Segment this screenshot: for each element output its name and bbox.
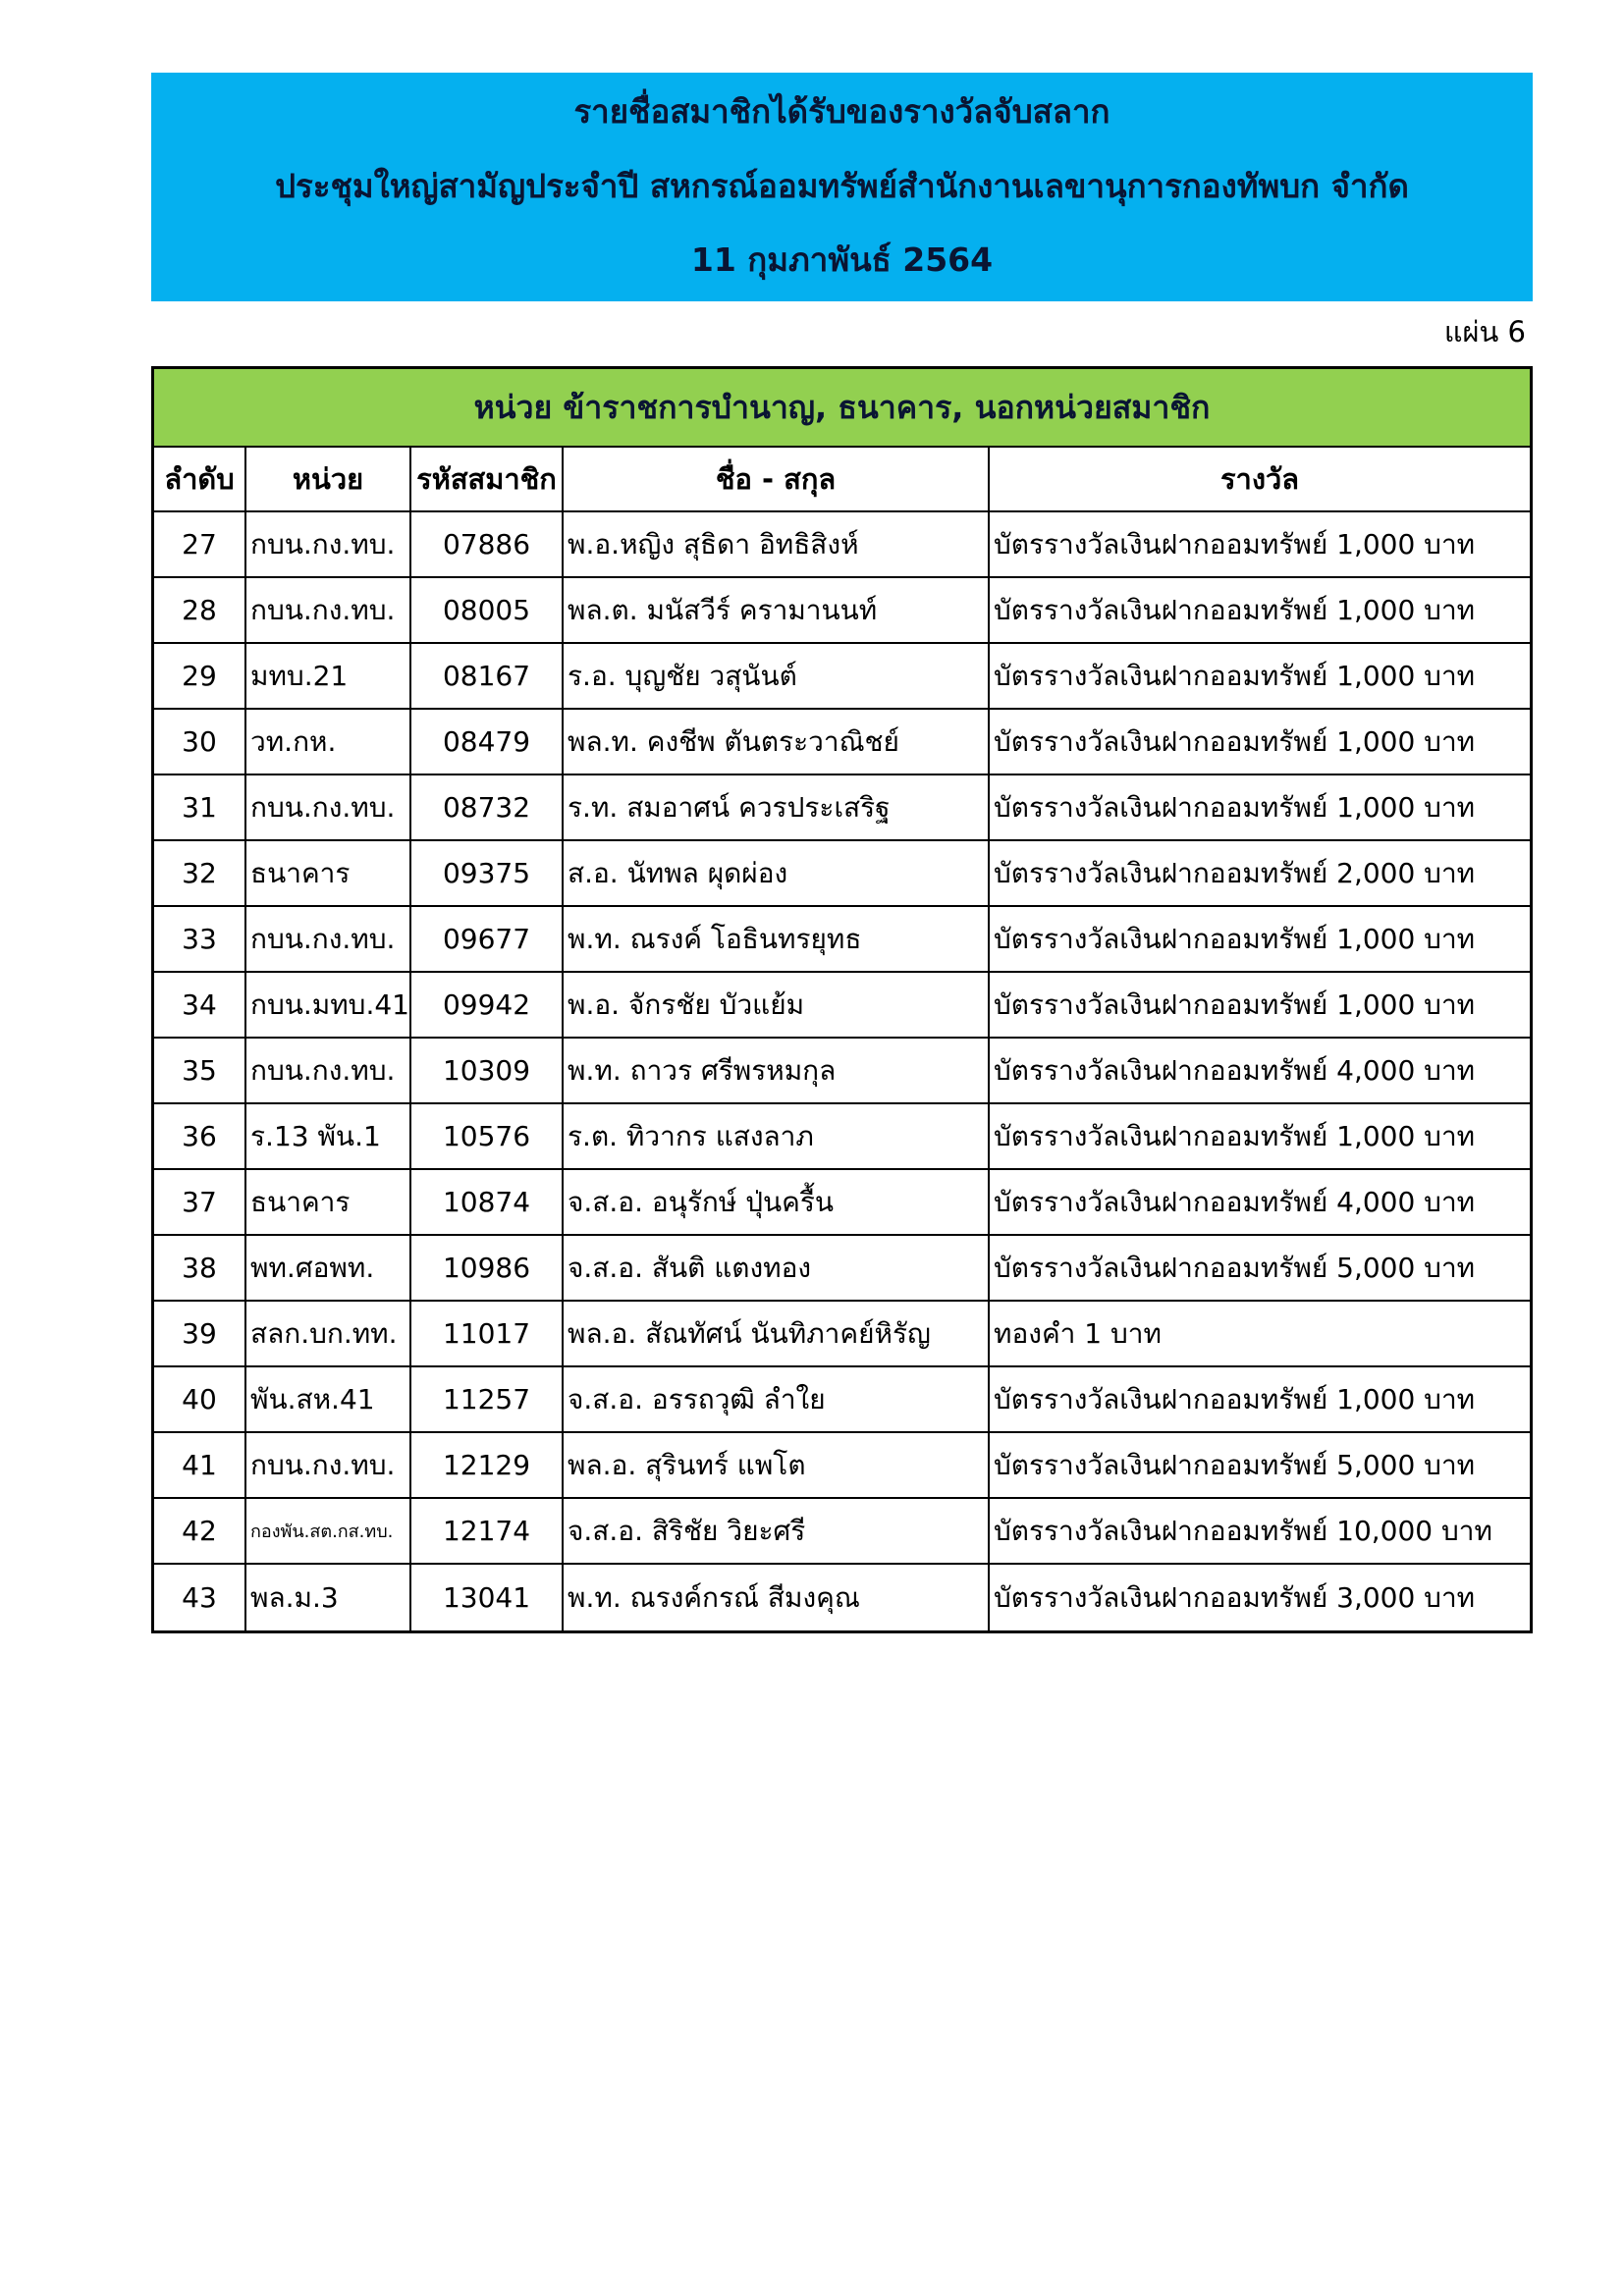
cell-no: 41 (154, 1433, 246, 1497)
cell-unit: พัน.สห.41 (246, 1367, 411, 1431)
cell-prize: บัตรรางวัลเงินฝากออมทรัพย์ 5,000 บาท (994, 1448, 1476, 1481)
cell-prize: บัตรรางวัลเงินฝากออมทรัพย์ 1,000 บาท (994, 790, 1476, 824)
section-title: หน่วย ข้าราชการบำนาญ, ธนาคาร, นอกหน่วยสมาชิก (154, 369, 1530, 448)
cell-unit: กบน.กง.ทบ. (246, 775, 411, 839)
cell-prize: บัตรรางวัลเงินฝากออมทรัพย์ 4,000 บาท (994, 1053, 1476, 1087)
cell-prize: บัตรรางวัลเงินฝากออมทรัพย์ 1,000 บาท (994, 988, 1476, 1021)
cell-no: 42 (154, 1499, 246, 1563)
cell-unit: พล.ม.3 (246, 1565, 411, 1630)
cell-unit: กบน.กง.ทบ. (246, 907, 411, 971)
cell-no: 35 (154, 1039, 246, 1102)
cell-no: 40 (154, 1367, 246, 1431)
column-header-no: ลำดับ (154, 448, 246, 510)
cell-member-code: 09677 (411, 907, 564, 971)
cell-unit: กบน.กง.ทบ. (246, 512, 411, 576)
cell-member-code: 08732 (411, 775, 564, 839)
cell-no: 36 (154, 1104, 246, 1168)
cell-member-code: 10986 (411, 1236, 564, 1300)
cell-member-code: 08167 (411, 644, 564, 708)
cell-member-code: 12174 (411, 1499, 564, 1563)
cell-name: พ.ท. ณรงค์ โอธินทรยุทธ (564, 907, 990, 971)
cell-unit: ธนาคาร (246, 1170, 411, 1234)
cell-prize: บัตรรางวัลเงินฝากออมทรัพย์ 4,000 บาท (994, 1185, 1476, 1218)
table-row (154, 1170, 1530, 1236)
cell-name: จ.ส.อ. อนุรักษ์ ปุ่นครื้น (564, 1170, 990, 1234)
cell-member-code: 10309 (411, 1039, 564, 1102)
cell-prize: บัตรรางวัลเงินฝากออมทรัพย์ 1,000 บาท (994, 593, 1476, 626)
table-row (154, 1039, 1530, 1104)
column-header-prize: รางวัล (1219, 462, 1300, 496)
cell-unit: พท.ศอพท. (246, 1236, 411, 1300)
cell-unit: กบน.กง.ทบ. (246, 1039, 411, 1102)
cell-no: 34 (154, 973, 246, 1037)
cell-member-code: 10576 (411, 1104, 564, 1168)
cell-member-code: 11257 (411, 1367, 564, 1431)
cell-name: จ.ส.อ. อรรถวุฒิ ลำใย (564, 1367, 990, 1431)
cell-no: 32 (154, 841, 246, 905)
table-row (154, 1104, 1530, 1170)
table-row (154, 1367, 1530, 1433)
cell-no: 37 (154, 1170, 246, 1234)
cell-name: พล.ต. มนัสวีร์ ครามานนท์ (564, 578, 990, 642)
cell-unit: วท.กห. (246, 710, 411, 774)
title-banner (151, 73, 1533, 301)
cell-unit: กบน.กง.ทบ. (246, 578, 411, 642)
cell-no: 27 (154, 512, 246, 576)
table-row (154, 907, 1530, 973)
cell-prize: บัตรรางวัลเงินฝากออมทรัพย์ 5,000 บาท (994, 1251, 1476, 1284)
cell-prize: บัตรรางวัลเงินฝากออมทรัพย์ 1,000 บาท (994, 1382, 1476, 1415)
cell-no: 31 (154, 775, 246, 839)
cell-unit: สลก.บก.ทท. (246, 1302, 411, 1365)
cell-prize: บัตรรางวัลเงินฝากออมทรัพย์ 3,000 บาท (994, 1580, 1476, 1614)
table-header-row (154, 448, 1530, 512)
cell-member-code: 11017 (411, 1302, 564, 1365)
table-row (154, 644, 1530, 710)
cell-prize: บัตรรางวัลเงินฝากออมทรัพย์ 1,000 บาท (994, 724, 1476, 758)
cell-name: จ.ส.อ. สิริชัย วิยะศรี (564, 1499, 990, 1563)
cell-prize: ทองคำ 1 บาท (994, 1316, 1162, 1350)
table-row (154, 841, 1530, 907)
cell-prize: บัตรรางวัลเงินฝากออมทรัพย์ 1,000 บาท (994, 1119, 1476, 1152)
table-row (154, 1565, 1530, 1630)
cell-no: 43 (154, 1565, 246, 1630)
column-header-name: ชื่อ - สกุล (564, 448, 990, 510)
table-row (154, 1499, 1530, 1565)
cell-name: พ.ท. ถาวร ศรีพรหมกุล (564, 1039, 990, 1102)
table-row (154, 1236, 1530, 1302)
winners-table (151, 366, 1533, 1633)
cell-unit: ร.13 พัน.1 (246, 1104, 411, 1168)
sheet-number: แผ่น 6 (1443, 315, 1526, 348)
cell-prize: บัตรรางวัลเงินฝากออมทรัพย์ 2,000 บาท (994, 856, 1476, 889)
table-row (154, 1433, 1530, 1499)
cell-member-code: 09375 (411, 841, 564, 905)
cell-prize: บัตรรางวัลเงินฝากออมทรัพย์ 1,000 บาท (994, 659, 1476, 692)
cell-unit: มทบ.21 (246, 644, 411, 708)
cell-name: พล.ท. คงชีพ ตันตระวาณิชย์ (564, 710, 990, 774)
cell-name: พ.อ. จักรชัย บัวแย้ม (564, 973, 990, 1037)
cell-unit: กบน.มทบ.41 (246, 973, 411, 1037)
cell-member-code: 12129 (411, 1433, 564, 1497)
table-row (154, 578, 1530, 644)
cell-no: 30 (154, 710, 246, 774)
cell-name: ร.ท. สมอาศน์ ควรประเสริฐ (564, 775, 990, 839)
cell-name: พล.อ. สัณทัศน์ นันทิภาคย์หิรัญ (564, 1302, 990, 1365)
cell-name: ร.ต. ทิวากร แสงลาภ (564, 1104, 990, 1168)
cell-name: จ.ส.อ. สันติ แตงทอง (564, 1236, 990, 1300)
column-header-code: รหัสสมาชิก (411, 448, 564, 510)
table-row (154, 775, 1530, 841)
cell-member-code: 13041 (411, 1565, 564, 1630)
cell-name: ส.อ. นัทพล ผุดผ่อง (564, 841, 990, 905)
table-row (154, 973, 1530, 1039)
cell-unit: กบน.กง.ทบ. (246, 1433, 411, 1497)
title-line-2: ประชุมใหญ่สามัญประจำปี สหกรณ์ออมทรัพย์สำนักงานเลขานุการกองทัพบก จำกัด (275, 166, 1409, 205)
cell-name: พ.ท. ณรงค์กรณ์ สีมงคุณ (564, 1565, 990, 1630)
table-row (154, 1302, 1530, 1367)
cell-no: 38 (154, 1236, 246, 1300)
cell-name: ร.อ. บุญชัย วสุนันต์ (564, 644, 990, 708)
cell-member-code: 08479 (411, 710, 564, 774)
table-row (154, 710, 1530, 775)
cell-prize: บัตรรางวัลเงินฝากออมทรัพย์ 1,000 บาท (994, 527, 1476, 561)
cell-member-code: 07886 (411, 512, 564, 576)
cell-unit: กองพัน.สต.กส.ทบ. (246, 1499, 411, 1563)
cell-unit: ธนาคาร (246, 841, 411, 905)
cell-member-code: 10874 (411, 1170, 564, 1234)
cell-prize: บัตรรางวัลเงินฝากออมทรัพย์ 10,000 บาท (994, 1514, 1492, 1547)
cell-prize: บัตรรางวัลเงินฝากออมทรัพย์ 1,000 บาท (994, 922, 1476, 955)
cell-member-code: 08005 (411, 578, 564, 642)
cell-no: 39 (154, 1302, 246, 1365)
cell-no: 28 (154, 578, 246, 642)
cell-no: 29 (154, 644, 246, 708)
title-line-1: รายชื่อสมาชิกได้รับของรางวัลจับสลาก (573, 92, 1110, 131)
title-date: 11 กุมภาพันธ์ 2564 (690, 240, 994, 279)
cell-name: พล.อ. สุรินทร์ แพโต (564, 1433, 990, 1497)
cell-name: พ.อ.หญิง สุธิดา อิทธิสิงห์ (564, 512, 990, 576)
cell-no: 33 (154, 907, 246, 971)
cell-member-code: 09942 (411, 973, 564, 1037)
column-header-unit: หน่วย (246, 448, 411, 510)
table-row (154, 512, 1530, 578)
